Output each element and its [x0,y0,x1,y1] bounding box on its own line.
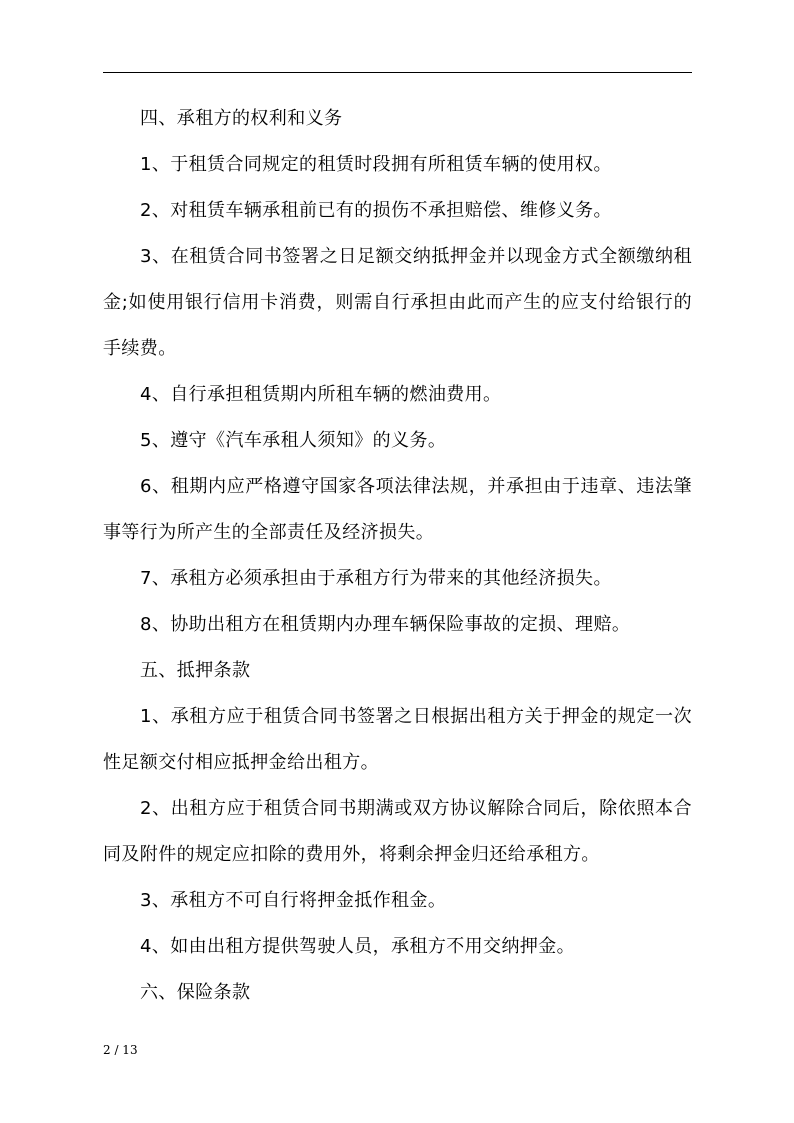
clause-4-2: 2、对租赁车辆承租前已有的损伤不承担赔偿、维修义务。 [140,200,612,221]
clause-4-8: 8、协助出租方在租赁期内办理车辆保险事故的定损、理赔。 [140,614,631,635]
clause-5-4: 4、如由出租方提供驾驶人员，承租方不用交纳押金。 [140,936,576,957]
clause-4-7: 7、承租方必须承担由于承租方行为带来的其他经济损失。 [140,568,612,589]
clause-5-2: 2、出租方应于租赁合同书期满或双方协议解除合同后，除依照本合同及附件的规定应扣除的费用外，将剩余押金归还给承租方。 [103,798,692,865]
clause-4-6: 6、租期内应严格遵守国家各项法律法规，并承担由于违章、违法肇事等行为所产生的全部责任及经济损失。 [103,476,692,543]
clause-4-5: 5、遵守《汽车承租人须知》的义务。 [140,430,447,451]
page-number: 2 / 13 [103,1043,138,1057]
clause-5-1: 1、承租方应于租赁合同书签署之日根据出租方关于押金的规定一次性足额交付相应抵押金给出租方。 [103,706,692,773]
clause-5-3: 3、承租方不可自行将押金抵作租金。 [140,890,447,911]
clause-4-3: 3、在租赁合同书签署之日足额交纳抵押金并以现金方式全额缴纳租金;如使用银行信用卡消费，则需自行承担由此而产生的应支付给银行的手续费。 [103,246,692,359]
section-heading-insurance: 六、保险条款 [140,982,251,1003]
clause-4-4: 4、自行承担租赁期内所租车辆的燃油费用。 [140,384,502,405]
section-heading-deposit: 五、抵押条款 [140,660,251,681]
section-heading-rights-obligations: 四、承租方的权利和义务 [140,108,343,129]
clause-4-1: 1、于租赁合同规定的租赁时段拥有所租赁车辆的使用权。 [140,154,612,175]
document-body [103,96,692,1016]
header-rule [103,72,692,73]
